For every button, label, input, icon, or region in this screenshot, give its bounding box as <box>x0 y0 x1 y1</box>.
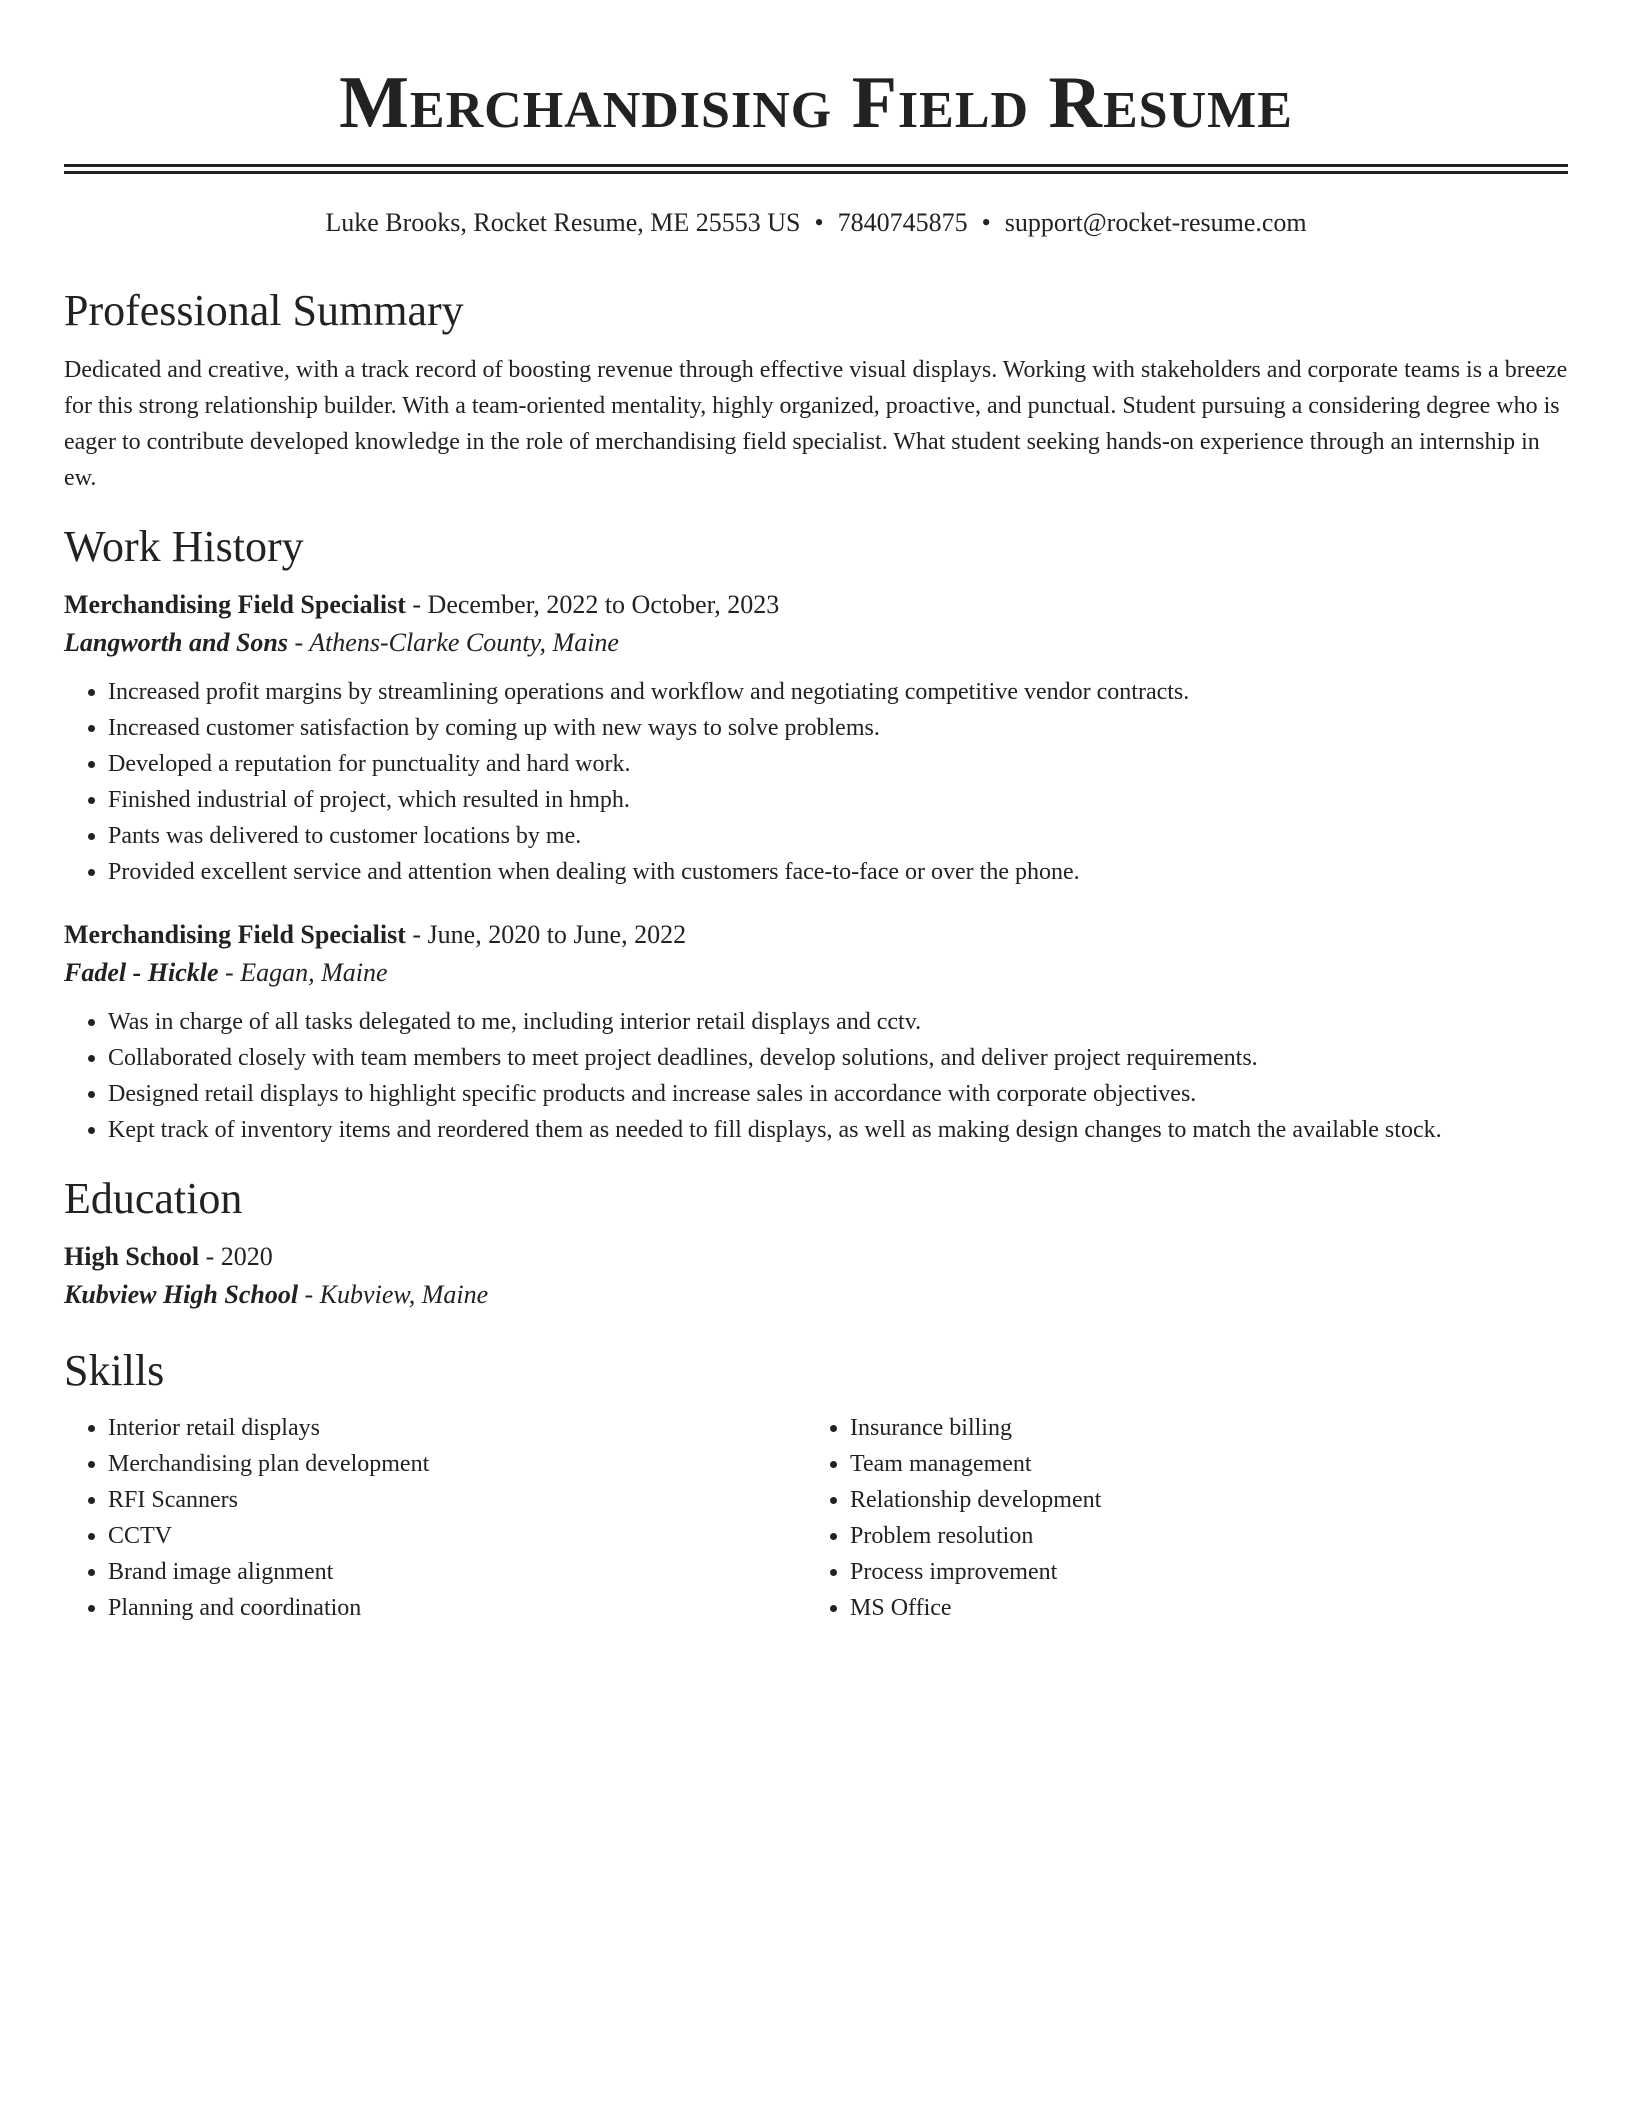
list-item: • Designed retail displays to highlight specific products and increase sales in accordance with corporate objectives. <box>108 1076 1568 1112</box>
skills-grid <box>64 1410 1568 1626</box>
skill-item: • Merchandising plan development <box>108 1446 806 1482</box>
job-bullets <box>64 1004 1568 1148</box>
degree-line <box>64 1238 1568 1276</box>
list-item: • Developed a reputation for punctuality and hard work. <box>108 746 1568 782</box>
school-line <box>64 1276 1568 1314</box>
company-location: Athens-Clarke County, Maine <box>309 628 619 657</box>
job-dates: December, 2022 to October, 2023 <box>427 590 780 619</box>
degree: High School <box>64 1242 200 1271</box>
summary-heading: Professional Summary <box>64 286 464 335</box>
school-location: Kubview, Maine <box>319 1280 489 1309</box>
dash: - <box>225 958 234 987</box>
contact-email: support@rocket-resume.com <box>1004 208 1307 237</box>
list-item: • Provided excellent service and attention when dealing with customers face-to-face or over the phone. <box>108 854 1568 890</box>
education-entry <box>64 1238 1568 1314</box>
dash: - <box>412 590 422 619</box>
contact-separator: • <box>981 208 991 237</box>
company-line <box>64 624 1568 662</box>
list-item: • Was in charge of all tasks delegated to me, including interior retail displays and cctv. <box>108 1004 1568 1040</box>
company-line <box>64 954 1568 992</box>
job-entry <box>64 916 1568 1148</box>
dash: - <box>294 628 304 657</box>
job-title: Merchandising Field Specialist <box>64 920 406 949</box>
resume-title: Merchandising Field Resume <box>339 62 1293 144</box>
skill-item: • CCTV <box>108 1518 806 1554</box>
dash: - <box>412 920 422 949</box>
company-name: Langworth and Sons <box>64 628 288 657</box>
skills-heading: Skills <box>64 1346 165 1395</box>
company-location: Eagan, Maine <box>240 958 388 987</box>
dash: - <box>304 1280 314 1309</box>
graduation-year: 2020 <box>220 1242 273 1271</box>
list-item: • Finished industrial of project, which resulted in hmph. <box>108 782 1568 818</box>
skill-item: • RFI Scanners <box>108 1482 806 1518</box>
education-heading: Education <box>64 1174 243 1223</box>
skill-item: • MS Office <box>850 1590 1548 1626</box>
job-bullets <box>64 674 1568 890</box>
contact-line <box>64 206 1568 240</box>
list-item: • Collaborated closely with team members to meet project deadlines, develop solutions, and deliver project requirements. <box>108 1040 1568 1076</box>
list-item: • Increased customer satisfaction by coming up with new ways to solve problems. <box>108 710 1568 746</box>
list-item: • Increased profit margins by streamlining operations and workflow and negotiating competitive vendor contracts. <box>108 674 1568 710</box>
skills-column-right <box>806 1410 1548 1626</box>
job-dates: June, 2020 to June, 2022 <box>427 920 687 949</box>
job-title-line <box>64 586 1568 624</box>
skill-item: • Relationship development <box>850 1482 1548 1518</box>
skills-column-left <box>64 1410 806 1626</box>
work-history-heading: Work History <box>64 522 304 571</box>
job-title: Merchandising Field Specialist <box>64 590 406 619</box>
list-item: • Pants was delivered to customer locations by me. <box>108 818 1568 854</box>
contact-address: Luke Brooks, Rocket Resume, ME 25553 US <box>325 208 801 237</box>
title-divider <box>64 164 1568 174</box>
company-name: Fadel - Hickle <box>64 958 219 987</box>
skill-item: • Process improvement <box>850 1554 1548 1590</box>
contact-separator: • <box>814 208 824 237</box>
job-title-line <box>64 916 1568 954</box>
skill-item: • Brand image alignment <box>108 1554 806 1590</box>
skill-item: • Interior retail displays <box>108 1410 806 1446</box>
skill-item: • Planning and coordination <box>108 1590 806 1626</box>
skill-item: • Insurance billing <box>850 1410 1548 1446</box>
contact-phone: 7840745875 <box>837 208 968 237</box>
school-name: Kubview High School <box>64 1280 299 1309</box>
skill-item: • Problem resolution <box>850 1518 1548 1554</box>
list-item: • Kept track of inventory items and reordered them as needed to fill displays, as well as making design changes to match the available stock. <box>108 1112 1568 1148</box>
job-entry <box>64 586 1568 890</box>
resume-page <box>64 0 1568 1626</box>
summary-text: Dedicated and creative, with a track record of boosting revenue through effective visual displays. Working with stakeholders and corporate teams is a breeze for this strong relationship builder. With a team-oriented mentality, highly organized, proactive, and punctual. Student pursuing a considering degree who is eager to contribute developed knowledge in the role of merchandising field specialist. What student seeking hands-on experience through an internship in ew. <box>64 357 1568 491</box>
dash: - <box>205 1242 215 1271</box>
skill-item: • Team management <box>850 1446 1548 1482</box>
